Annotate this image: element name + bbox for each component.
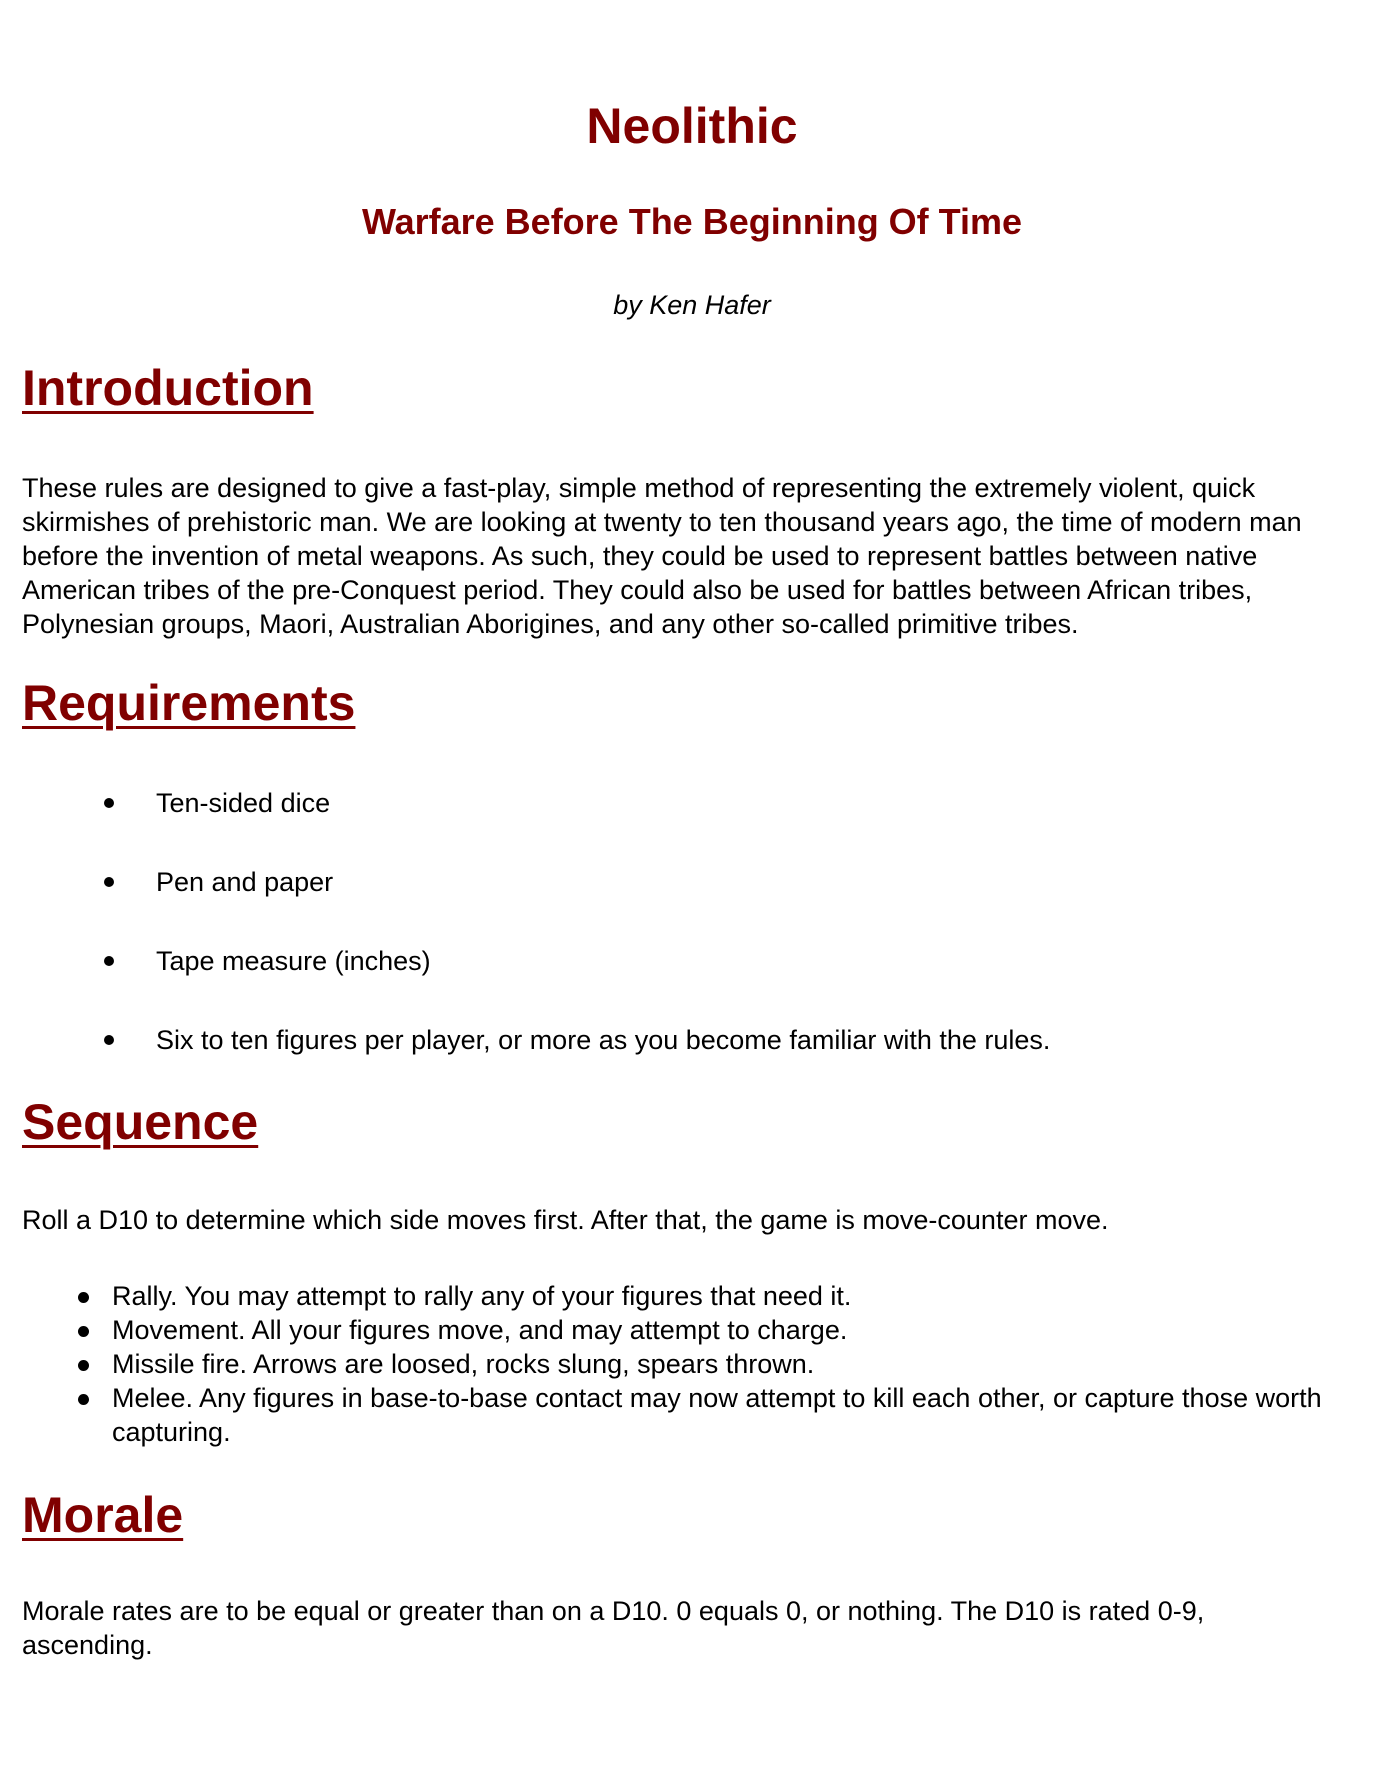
sequence-steps-list [22,1279,1342,1449]
bullet-icon [78,1394,89,1405]
heading-sequence: Sequence [22,1094,259,1150]
morale-paragraph: Morale rates are to be equal or greater than on a D10. 0 equals 0, or nothing. The D10 is rated 0-9, ascending. [22,1596,1205,1660]
list-item [22,1313,1342,1347]
sequence-step-text: Missile fire. Arrows are loosed, rocks slung, spears thrown. [112,1349,815,1379]
list-item [22,1023,1050,1102]
heading-requirements: Requirements [22,675,356,731]
sequence-step-text: Movement. All your figures move, and may attempt to charge. [112,1315,848,1345]
heading-introduction: Introduction [22,360,314,416]
bullet-icon [104,798,114,808]
list-item [22,1347,1342,1381]
document-title: Neolithic [586,98,798,154]
bullet-icon [104,956,114,966]
requirement-text: Six to ten figures per player, or more as you become familiar with the rules. [156,1025,1051,1055]
bullet-icon [78,1292,89,1303]
list-item [22,1279,1342,1313]
sequence-step-text: Rally. You may attempt to rally any of your figures that need it. [112,1281,852,1311]
heading-morale: Morale [22,1487,184,1543]
requirements-list [22,786,1050,1102]
bullet-icon [78,1360,89,1371]
author-line: by Ken Hafer [613,290,771,320]
requirement-text: Pen and paper [156,867,334,897]
requirement-text: Ten-sided dice [156,788,331,818]
requirement-text: Tape measure (inches) [156,946,431,976]
bullet-icon [104,1035,114,1045]
sequence-step-text: Melee. Any figures in base-to-base contact may now attempt to kill each other, or capture those worth capturing. [112,1383,1322,1447]
document-subtitle: Warfare Before The Beginning Of Time [361,201,1023,242]
list-item [22,944,1050,1023]
bullet-icon [104,877,114,887]
list-item [22,1381,1342,1449]
introduction-paragraph: These rules are designed to give a fast-play, simple method of representing the extremely violent, quick skirmishes of prehistoric man. We are looking at twenty to ten thousand years ago, the time of modern man before the invention of metal weapons. As such, they could be used to represent battles between native American tribes of the pre-Conquest period. They could also be used for battles between African tribes, Polynesian groups, Maori, Australian Aborigines, and any other so-called primitive tribes. [22,473,1302,639]
list-item [22,865,1050,944]
bullet-icon [78,1326,89,1337]
list-item [22,786,1050,865]
sequence-intro: Roll a D10 to determine which side moves first. After that, the game is move-counter move. [22,1205,1109,1235]
